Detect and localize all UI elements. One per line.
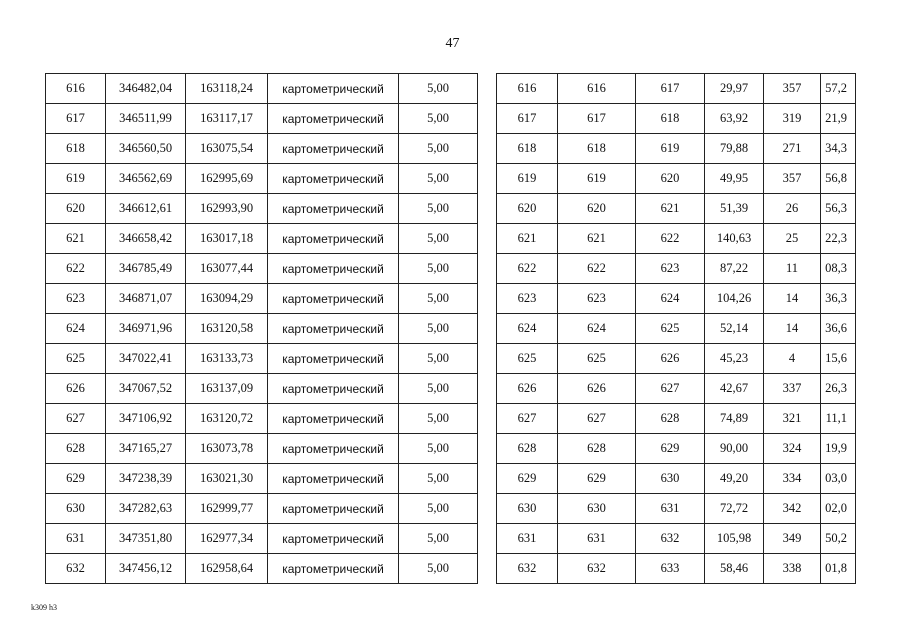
- table-cell: 633: [636, 554, 705, 584]
- table-cell: 104,26: [705, 284, 764, 314]
- table-cell: 626: [636, 344, 705, 374]
- table-cell: 26: [764, 194, 821, 224]
- coordinate-row: [46, 104, 478, 134]
- table-cell: 626: [46, 374, 106, 404]
- table-cell: 621: [497, 224, 558, 254]
- table-cell: 347022,41: [106, 344, 186, 374]
- table-cell: 5,00: [399, 254, 478, 284]
- table-cell: 616: [46, 74, 106, 104]
- table-cell: 34,3: [821, 134, 856, 164]
- table-cell: 628: [46, 434, 106, 464]
- table-cell: 56,8: [821, 164, 856, 194]
- table-cell: картометрический: [268, 284, 399, 314]
- table-cell: 5,00: [399, 374, 478, 404]
- table-cell: 5,00: [399, 494, 478, 524]
- table-cell: картометрический: [268, 134, 399, 164]
- table-cell: 627: [636, 374, 705, 404]
- table-cell: 617: [558, 104, 636, 134]
- table-cell: 620: [636, 164, 705, 194]
- table-cell: 627: [46, 404, 106, 434]
- segment-row: [497, 104, 856, 134]
- table-cell: 5,00: [399, 134, 478, 164]
- segment-row: [497, 524, 856, 554]
- table-cell: 632: [46, 554, 106, 584]
- segment-row: [497, 374, 856, 404]
- coordinate-row: [46, 254, 478, 284]
- table-cell: 162995,69: [186, 164, 268, 194]
- table-cell: картометрический: [268, 224, 399, 254]
- table-cell: 347282,63: [106, 494, 186, 524]
- segment-row: [497, 434, 856, 464]
- table-cell: 11: [764, 254, 821, 284]
- table-cell: картометрический: [268, 194, 399, 224]
- table-cell: 347067,52: [106, 374, 186, 404]
- table-cell: 163073,78: [186, 434, 268, 464]
- table-cell: 63,92: [705, 104, 764, 134]
- table-cell: 622: [636, 224, 705, 254]
- table-cell: 5,00: [399, 74, 478, 104]
- table-cell: 15,6: [821, 344, 856, 374]
- table-cell: 631: [558, 524, 636, 554]
- table-cell: 02,0: [821, 494, 856, 524]
- table-cell: 346658,42: [106, 224, 186, 254]
- table-cell: 618: [636, 104, 705, 134]
- table-cell: 163133,73: [186, 344, 268, 374]
- segment-row: [497, 284, 856, 314]
- table-cell: 619: [497, 164, 558, 194]
- table-cell: 628: [636, 404, 705, 434]
- table-cell: 622: [46, 254, 106, 284]
- page-number: 47: [445, 36, 460, 51]
- table-cell: 629: [558, 464, 636, 494]
- table-cell: 630: [558, 494, 636, 524]
- segments-table: [496, 73, 856, 584]
- table-cell: 36,6: [821, 314, 856, 344]
- table-cell: 58,46: [705, 554, 764, 584]
- segment-row: [497, 254, 856, 284]
- table-cell: 321: [764, 404, 821, 434]
- coordinate-row: [46, 194, 478, 224]
- table-cell: 49,20: [705, 464, 764, 494]
- table-cell: 338: [764, 554, 821, 584]
- coordinate-row: [46, 344, 478, 374]
- table-cell: 347456,12: [106, 554, 186, 584]
- table-cell: 626: [558, 374, 636, 404]
- table-cell: 621: [46, 224, 106, 254]
- table-cell: 5,00: [399, 194, 478, 224]
- table-cell: 163117,17: [186, 104, 268, 134]
- table-cell: 271: [764, 134, 821, 164]
- table-cell: 162999,77: [186, 494, 268, 524]
- table-cell: картометрический: [268, 74, 399, 104]
- table-cell: 632: [558, 554, 636, 584]
- table-cell: 5,00: [399, 524, 478, 554]
- coordinate-row: [46, 494, 478, 524]
- table-cell: 346562,69: [106, 164, 186, 194]
- table-cell: 623: [558, 284, 636, 314]
- table-cell: 11,1: [821, 404, 856, 434]
- table-cell: 163120,72: [186, 404, 268, 434]
- table-cell: картометрический: [268, 164, 399, 194]
- table-cell: 624: [46, 314, 106, 344]
- table-cell: 623: [46, 284, 106, 314]
- table-cell: 5,00: [399, 224, 478, 254]
- table-cell: 632: [636, 524, 705, 554]
- table-cell: 627: [558, 404, 636, 434]
- table-cell: картометрический: [268, 464, 399, 494]
- table-cell: 162977,34: [186, 524, 268, 554]
- table-cell: 346971,96: [106, 314, 186, 344]
- table-cell: 630: [46, 494, 106, 524]
- table-cell: картометрический: [268, 434, 399, 464]
- table-cell: картометрический: [268, 494, 399, 524]
- table-cell: 5,00: [399, 434, 478, 464]
- table-cell: 163075,54: [186, 134, 268, 164]
- table-cell: 346482,04: [106, 74, 186, 104]
- table-cell: 622: [558, 254, 636, 284]
- table-cell: 631: [46, 524, 106, 554]
- table-cell: 21,9: [821, 104, 856, 134]
- table-cell: 74,89: [705, 404, 764, 434]
- coordinates-table: [45, 73, 478, 584]
- table-cell: 162993,90: [186, 194, 268, 224]
- table-cell: 87,22: [705, 254, 764, 284]
- table-cell: 626: [497, 374, 558, 404]
- table-cell: 616: [497, 74, 558, 104]
- table-cell: 105,98: [705, 524, 764, 554]
- table-cell: 50,2: [821, 524, 856, 554]
- table-cell: картометрический: [268, 344, 399, 374]
- table-cell: 347165,27: [106, 434, 186, 464]
- table-cell: 5,00: [399, 554, 478, 584]
- segment-row: [497, 314, 856, 344]
- table-cell: 5,00: [399, 284, 478, 314]
- table-cell: 618: [497, 134, 558, 164]
- table-cell: 56,3: [821, 194, 856, 224]
- segment-row: [497, 554, 856, 584]
- table-cell: 334: [764, 464, 821, 494]
- segment-row: [497, 494, 856, 524]
- table-cell: картометрический: [268, 104, 399, 134]
- table-cell: 57,2: [821, 74, 856, 104]
- table-cell: 357: [764, 164, 821, 194]
- table-cell: 14: [764, 284, 821, 314]
- table-cell: 632: [497, 554, 558, 584]
- table-cell: 140,63: [705, 224, 764, 254]
- table-cell: 622: [497, 254, 558, 284]
- table-cell: 22,3: [821, 224, 856, 254]
- table-cell: 346871,07: [106, 284, 186, 314]
- coordinate-row: [46, 164, 478, 194]
- table-cell: 631: [497, 524, 558, 554]
- table-cell: 14: [764, 314, 821, 344]
- table-cell: 623: [497, 284, 558, 314]
- table-cell: 25: [764, 224, 821, 254]
- table-cell: 163120,58: [186, 314, 268, 344]
- table-cell: 163118,24: [186, 74, 268, 104]
- table-cell: 79,88: [705, 134, 764, 164]
- table-cell: картометрический: [268, 314, 399, 344]
- table-cell: 01,8: [821, 554, 856, 584]
- table-cell: 621: [558, 224, 636, 254]
- table-cell: 624: [558, 314, 636, 344]
- table-cell: 620: [497, 194, 558, 224]
- segment-row: [497, 194, 856, 224]
- coordinate-row: [46, 464, 478, 494]
- table-cell: 625: [46, 344, 106, 374]
- table-cell: 624: [497, 314, 558, 344]
- segment-row: [497, 464, 856, 494]
- table-cell: 357: [764, 74, 821, 104]
- table-cell: 628: [558, 434, 636, 464]
- table-cell: 4: [764, 344, 821, 374]
- table-cell: 346612,61: [106, 194, 186, 224]
- table-cell: 19,9: [821, 434, 856, 464]
- table-cell: 620: [46, 194, 106, 224]
- table-cell: 163094,29: [186, 284, 268, 314]
- table-cell: 625: [558, 344, 636, 374]
- table-cell: 625: [636, 314, 705, 344]
- table-cell: 619: [558, 164, 636, 194]
- table-cell: 52,14: [705, 314, 764, 344]
- coordinate-row: [46, 404, 478, 434]
- coordinate-row: [46, 524, 478, 554]
- table-cell: 36,3: [821, 284, 856, 314]
- coordinate-row: [46, 434, 478, 464]
- table-cell: 629: [497, 464, 558, 494]
- table-cell: 51,39: [705, 194, 764, 224]
- table-cell: 5,00: [399, 164, 478, 194]
- table-cell: 162958,64: [186, 554, 268, 584]
- table-cell: картометрический: [268, 254, 399, 284]
- table-cell: 620: [558, 194, 636, 224]
- table-cell: картометрический: [268, 374, 399, 404]
- table-cell: 5,00: [399, 314, 478, 344]
- segment-row: [497, 344, 856, 374]
- table-cell: 619: [636, 134, 705, 164]
- table-cell: 163021,30: [186, 464, 268, 494]
- table-cell: 617: [46, 104, 106, 134]
- table-cell: 5,00: [399, 344, 478, 374]
- table-cell: 26,3: [821, 374, 856, 404]
- table-cell: 324: [764, 434, 821, 464]
- table-cell: 5,00: [399, 404, 478, 434]
- table-cell: 617: [636, 74, 705, 104]
- segment-row: [497, 404, 856, 434]
- table-cell: картометрический: [268, 554, 399, 584]
- segment-row: [497, 134, 856, 164]
- table-cell: 618: [46, 134, 106, 164]
- coordinate-row: [46, 134, 478, 164]
- table-cell: 72,72: [705, 494, 764, 524]
- table-cell: 623: [636, 254, 705, 284]
- table-cell: 629: [636, 434, 705, 464]
- coordinate-row: [46, 224, 478, 254]
- table-cell: 625: [497, 344, 558, 374]
- footer-code: k309 h3: [31, 603, 57, 612]
- table-cell: 630: [497, 494, 558, 524]
- table-cell: 342: [764, 494, 821, 524]
- table-cell: 627: [497, 404, 558, 434]
- table-cell: 08,3: [821, 254, 856, 284]
- coordinate-row: [46, 554, 478, 584]
- table-cell: 347106,92: [106, 404, 186, 434]
- table-cell: 621: [636, 194, 705, 224]
- table-cell: 5,00: [399, 464, 478, 494]
- coordinate-row: [46, 314, 478, 344]
- table-cell: 163077,44: [186, 254, 268, 284]
- segment-row: [497, 74, 856, 104]
- table-cell: 5,00: [399, 104, 478, 134]
- table-cell: 628: [497, 434, 558, 464]
- table-cell: 49,95: [705, 164, 764, 194]
- table-cell: 616: [558, 74, 636, 104]
- table-cell: 619: [46, 164, 106, 194]
- coordinate-row: [46, 284, 478, 314]
- table-cell: 617: [497, 104, 558, 134]
- table-cell: 630: [636, 464, 705, 494]
- table-cell: 347351,80: [106, 524, 186, 554]
- table-cell: 90,00: [705, 434, 764, 464]
- coordinate-row: [46, 74, 478, 104]
- table-cell: 42,67: [705, 374, 764, 404]
- segment-row: [497, 224, 856, 254]
- table-cell: 629: [46, 464, 106, 494]
- table-cell: 319: [764, 104, 821, 134]
- table-cell: 163017,18: [186, 224, 268, 254]
- table-cell: 29,97: [705, 74, 764, 104]
- table-cell: картометрический: [268, 524, 399, 554]
- table-cell: 624: [636, 284, 705, 314]
- table-cell: 03,0: [821, 464, 856, 494]
- table-cell: картометрический: [268, 404, 399, 434]
- table-cell: 631: [636, 494, 705, 524]
- table-cell: 347238,39: [106, 464, 186, 494]
- table-cell: 45,23: [705, 344, 764, 374]
- table-cell: 346785,49: [106, 254, 186, 284]
- coordinate-row: [46, 374, 478, 404]
- table-cell: 163137,09: [186, 374, 268, 404]
- table-cell: 337: [764, 374, 821, 404]
- segment-row: [497, 164, 856, 194]
- table-cell: 618: [558, 134, 636, 164]
- table-cell: 346511,99: [106, 104, 186, 134]
- table-cell: 349: [764, 524, 821, 554]
- table-cell: 346560,50: [106, 134, 186, 164]
